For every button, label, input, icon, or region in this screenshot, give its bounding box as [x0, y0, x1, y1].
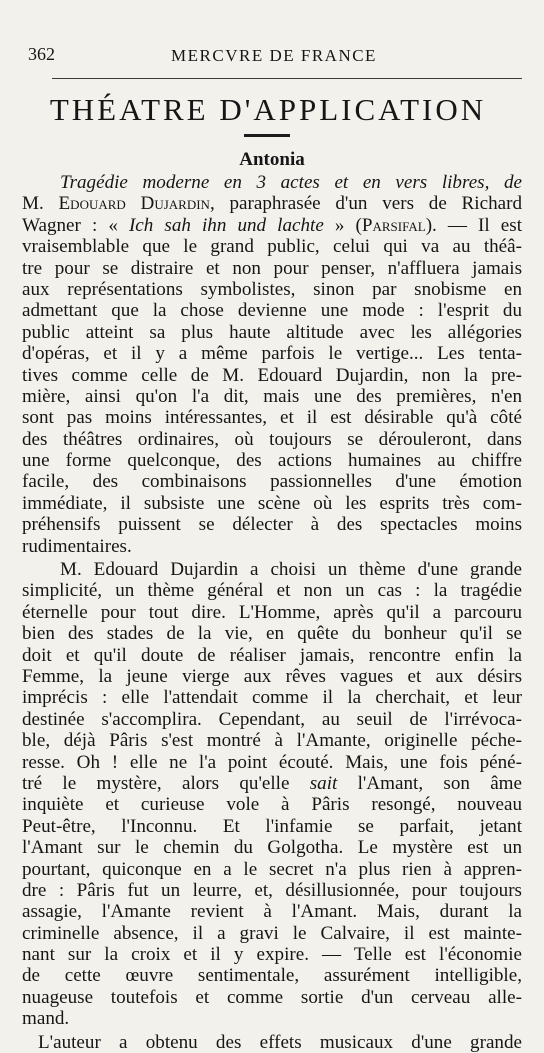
text-run: préhensifs puissent se délecter à des spectacles moins	[22, 514, 522, 536]
text-run: assagie, l'Amante revient à l'Amant. Mais, durant la	[22, 901, 522, 923]
text-run: Peut-être, l'Inconnu. Et l'infamie se parfait, jetant	[22, 815, 522, 837]
text-line	[22, 215, 522, 236]
text-run: aux représentations symbolistes, sinon par snobisme en	[22, 278, 522, 300]
text-run: mand.	[22, 1008, 70, 1030]
text-line	[22, 773, 522, 794]
text-run: une forme quelconque, des actions humaines au chiffre	[22, 450, 522, 472]
text-line	[22, 859, 522, 880]
running-head	[28, 44, 520, 68]
text-line	[22, 645, 522, 666]
text-line	[22, 602, 522, 623]
text-line	[22, 901, 522, 922]
text-line	[22, 471, 522, 492]
text-line	[22, 386, 522, 407]
text-line	[22, 536, 522, 557]
play-title: Antonia	[239, 149, 305, 170]
text-run: doit et qu'il doute de réaliser jamais, rencontre enfin la	[22, 644, 522, 666]
text-run: » (	[323, 214, 362, 236]
text-line	[22, 923, 522, 944]
text-line	[22, 837, 522, 858]
text-line	[22, 987, 522, 1008]
italic-text: Tragédie moderne en 3 actes et en vers libres, de	[60, 172, 522, 193]
text-run: tre pour se distraire et non pour penser, n'affluera jamais	[22, 257, 522, 279]
text-run: vraisemblable que le grand public, celui qui va au théâ-	[22, 236, 522, 258]
text-line	[22, 193, 522, 214]
text-line	[22, 752, 522, 773]
text-run: mière, ainsi qu'on l'a dit, mais une des premières, n'en	[22, 385, 522, 407]
text-run: L'auteur a obtenu des effets musicaux d'une grande	[38, 1031, 522, 1053]
text-line	[22, 493, 522, 514]
text-line	[22, 730, 522, 751]
italic-text: sait	[309, 772, 338, 794]
small-caps-text: Parsifal	[361, 214, 426, 236]
text-line	[22, 623, 522, 644]
text-run: , paraphrasée d'un vers de Richard	[209, 193, 522, 215]
text-run: nuageuse toutefois et comme sortie d'un cerveau alle-	[22, 986, 522, 1008]
text-run: M. Edouard Dujardin a choisi un thème d'une grande	[60, 559, 522, 581]
text-line	[22, 965, 522, 986]
text-run: rudimentaires.	[22, 535, 132, 557]
text-line	[22, 687, 522, 708]
page-number: 362	[28, 44, 55, 64]
text-run: destinée s'accomplira. Cependant, au seuil de l'irrévoca-	[22, 708, 522, 730]
text-line	[22, 1032, 522, 1053]
text-line	[22, 1008, 522, 1029]
text-run: pourtant, quiconque en a le secret n'a plus rien à appren-	[22, 858, 522, 880]
text-line	[22, 365, 522, 386]
text-run: tré le mystère, alors qu'elle	[22, 772, 310, 794]
section-title: THÉATRE D'APPLICATION	[49, 92, 487, 127]
text-run: immédiate, il subsiste une scène où les esprits très com-	[22, 492, 522, 514]
text-line	[22, 559, 522, 580]
text-run: Femme, la jeune vierge aux rêves vagues et aux désirs	[22, 665, 522, 687]
text-run: imprécis : elle l'attendait comme il la cherchait, et leur	[22, 687, 522, 709]
text-line	[22, 816, 522, 837]
text-run: simplicité, un thème général et non un cas : la tragédie	[22, 580, 522, 602]
text-line	[22, 944, 522, 965]
text-line	[22, 580, 522, 601]
text-line	[22, 300, 522, 321]
text-run: facile, des combinaisons passionnelles d'une émotion	[22, 471, 522, 493]
header-rule	[52, 78, 522, 79]
body-text	[22, 172, 522, 1053]
text-run: des théâtres ordinaires, où toujours se dérouleront, dans	[22, 428, 522, 450]
text-run: bien des stades de la vie, en quête du bonheur qu'il se	[22, 623, 522, 645]
text-run: tives comme celle de M. Edouard Dujardin, non la pre-	[22, 364, 522, 386]
small-caps-text: Edouard Dujardin	[58, 193, 210, 215]
text-line	[22, 666, 522, 687]
text-line	[22, 794, 522, 815]
text-line	[22, 236, 522, 257]
journal-title: MERCVRE DE FRANCE	[171, 46, 377, 65]
text-run: ). — Il est	[425, 214, 522, 236]
text-run: ble, déjà Pâris s'est montré à l'Amante, originelle péche-	[22, 730, 522, 752]
text-line	[22, 880, 522, 901]
text-run: l'Amant, son âme	[337, 772, 522, 794]
text-run: criminelle absence, il a gravi le Calvaire, il est mainte-	[22, 922, 522, 944]
text-run: inquiète et curieuse vole à Pâris resongé, nouveau	[22, 794, 522, 816]
text-run: éternelle pour tout dire. L'Homme, après qu'il a parcouru	[22, 601, 522, 623]
text-line	[22, 172, 522, 193]
text-run: admettant que la chose devienne une mode : l'esprit du	[22, 300, 522, 322]
text-line	[22, 450, 522, 471]
text-run: d'opéras, et il y a même parfois le vertige... Les tenta-	[22, 343, 522, 365]
text-line	[22, 407, 522, 428]
text-line	[22, 709, 522, 730]
text-run: resse. Oh ! elle ne l'a point écouté. Mais, une fois péné-	[22, 751, 522, 773]
title-rule	[244, 134, 290, 137]
text-run: M.	[22, 193, 59, 215]
text-run: public atteint sa plus haute altitude avec les allégories	[22, 321, 522, 343]
text-line	[22, 514, 522, 535]
text-line	[22, 279, 522, 300]
text-line	[22, 343, 522, 364]
italic-text: Ich sah ihn und lachte	[128, 214, 324, 236]
text-run: l'Amant sur le chemin du Golgotha. Le mystère est un	[22, 837, 522, 859]
text-run: nant sur la croix et il y expire. — Telle est l'économie	[22, 944, 522, 966]
text-run: de cette œuvre sentimentale, assurément intelligible,	[22, 965, 522, 987]
text-line	[22, 258, 522, 279]
text-run: Wagner : «	[22, 214, 129, 236]
text-run: dre : Pâris fut un leurre, et, désillusionnée, pour toujours	[22, 879, 522, 901]
text-line	[22, 322, 522, 343]
text-run: sont pas moins intéressantes, et il est désirable qu'à côté	[22, 407, 522, 429]
text-line	[22, 429, 522, 450]
